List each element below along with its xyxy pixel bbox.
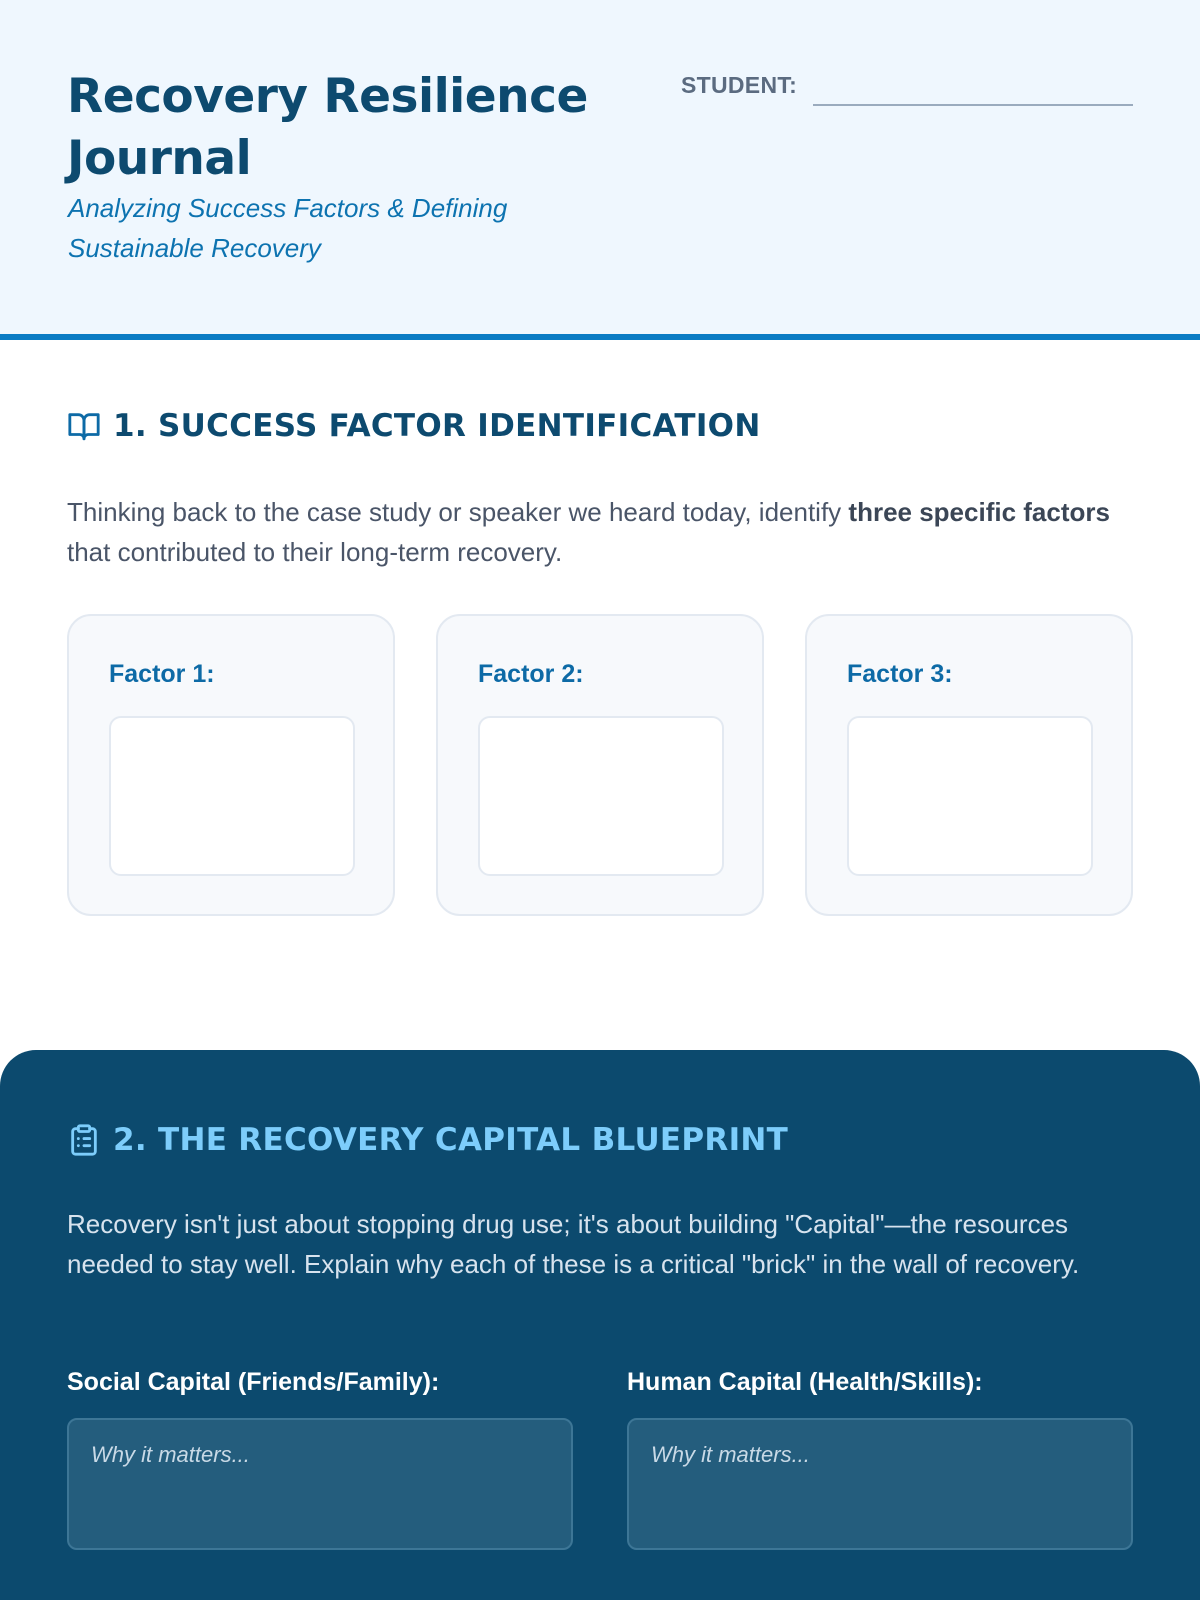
student-label: STUDENT: <box>681 72 798 98</box>
social-capital-placeholder: Why it matters... <box>91 1442 250 1467</box>
section2-heading <box>67 1122 788 1158</box>
factor-label: Factor 2: <box>478 660 584 688</box>
book-open-icon <box>67 409 101 443</box>
factor-card-2 <box>436 614 764 916</box>
factor-label: Factor 1: <box>109 660 215 688</box>
page-title: Recovery Resilience Journal <box>67 69 588 186</box>
clipboard-list-icon <box>67 1123 101 1157</box>
factor-card-1 <box>67 614 395 916</box>
section1-heading <box>67 408 761 444</box>
section1-title: 1. SUCCESS FACTOR IDENTIFICATION <box>113 408 761 444</box>
factor-input-1[interactable] <box>109 716 355 876</box>
human-capital-placeholder: Why it matters... <box>651 1442 810 1467</box>
factor-label: Factor 3: <box>847 660 953 688</box>
human-capital-input[interactable] <box>627 1418 1133 1550</box>
section2-title: 2. THE RECOVERY CAPITAL BLUEPRINT <box>113 1122 789 1158</box>
student-name-field[interactable] <box>813 104 1133 106</box>
social-capital-label: Social Capital (Friends/Family): <box>67 1368 440 1396</box>
factor-card-3 <box>805 614 1133 916</box>
intro-text-start: Thinking back to the case study or speaker we heard today, identify <box>67 497 849 527</box>
human-capital-label: Human Capital (Health/Skills): <box>627 1368 983 1396</box>
intro-text-end: that contributed to their long-term recovery. <box>67 537 563 567</box>
factor-input-3[interactable] <box>847 716 1093 876</box>
section2-intro: Recovery isn't just about stopping drug use; it's about building "Capital"—the resources needed to stay well. Explain why each of these is a critical "brick" in the wall of recovery. <box>67 1209 1080 1279</box>
page-subtitle: Analyzing Success Factors & Defining Sustainable Recovery <box>68 193 508 263</box>
social-capital-input[interactable] <box>67 1418 573 1550</box>
intro-text-bold: three specific factors <box>848 497 1110 527</box>
page-header <box>0 0 1200 340</box>
factor-input-2[interactable] <box>478 716 724 876</box>
section1-intro <box>67 492 1147 572</box>
